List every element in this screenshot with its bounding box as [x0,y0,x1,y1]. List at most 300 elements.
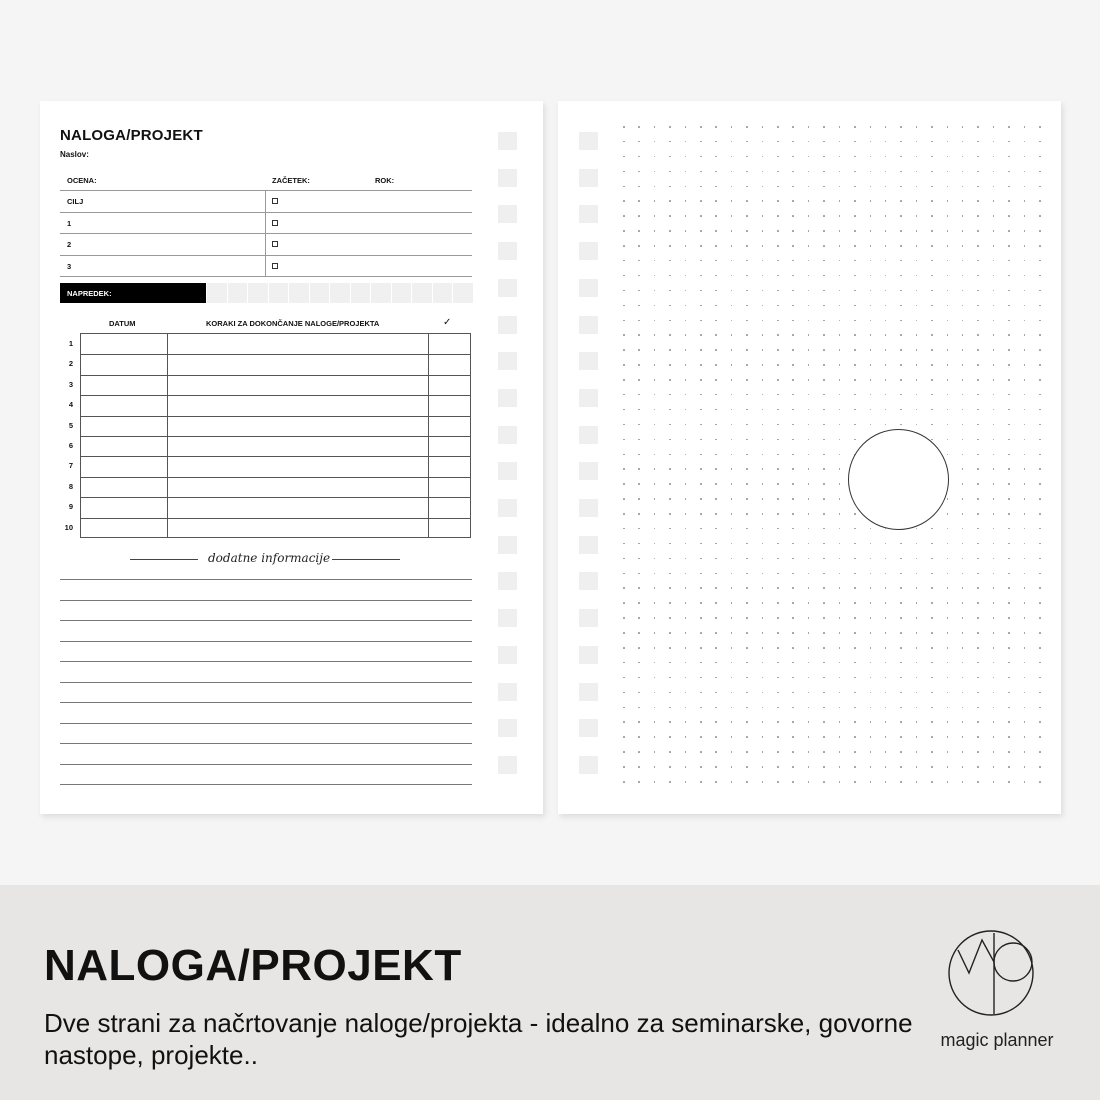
grid-dot [1008,394,1010,396]
progress-cell[interactable] [227,283,248,303]
grid-dot [962,573,964,575]
grid-dot [762,290,764,292]
check-icon: ✓ [443,317,452,328]
grid-dot [700,141,702,143]
grid-dot [931,692,933,694]
steps-row-line [81,354,470,355]
side-tab[interactable] [579,536,598,554]
grid-dot [654,751,656,753]
info-divider-left [130,559,198,560]
grid-dot [1024,186,1026,188]
grid-dot [947,647,949,649]
grid-dot [731,483,733,485]
grid-dot [731,543,733,545]
grid-dot [962,513,964,515]
progress-cell[interactable] [206,283,227,303]
grid-dot [823,305,825,307]
grid-dot [823,275,825,277]
grid-dot [1039,587,1041,589]
grid-dot [854,543,856,545]
grid-dot [931,260,933,262]
side-tab[interactable] [498,499,517,517]
grid-dot [931,647,933,649]
grid-dot [731,707,733,709]
grid-dot [1008,409,1010,411]
side-tab[interactable] [498,389,517,407]
side-tab[interactable] [498,609,517,627]
grid-dot [823,662,825,664]
grid-dot [638,498,640,500]
grid-dot [700,573,702,575]
grid-dot [870,186,872,188]
grid-dot [715,156,717,158]
grid-dot [792,424,794,426]
grid-dot [823,751,825,753]
grid-dot [900,409,902,411]
grid-dot [700,394,702,396]
grid-dot [870,349,872,351]
grid-dot [808,558,810,560]
progress-cell[interactable] [329,283,350,303]
grid-dot [777,424,779,426]
grid-dot [808,275,810,277]
grid-dot [962,424,964,426]
steps-column-line [428,334,429,537]
side-tab[interactable] [579,242,598,260]
grid-dot [823,230,825,232]
grid-dot [669,468,671,470]
grid-dot [623,692,625,694]
grid-dot [839,171,841,173]
grid-dot [700,766,702,768]
side-tab[interactable] [498,169,517,187]
grid-dot [962,200,964,202]
side-tab[interactable] [579,462,598,480]
grid-dot [638,186,640,188]
grid-dot [931,245,933,247]
grid-dot [1008,543,1010,545]
grid-dot [900,245,902,247]
grid-dot [870,126,872,128]
grid-dot [715,677,717,679]
grid-dot [1008,617,1010,619]
grid-dot [777,513,779,515]
grid-dot [623,260,625,262]
grid-dot [746,215,748,217]
grid-dot [962,349,964,351]
side-tab[interactable] [498,132,517,150]
grid-dot [762,483,764,485]
grid-dot [654,707,656,709]
grid-dot [1024,245,1026,247]
grid-dot [993,736,995,738]
grid-dot [916,632,918,634]
grid-dot [792,394,794,396]
grid-dot [900,617,902,619]
grid-dot [792,483,794,485]
grid-dot [623,483,625,485]
grid-dot [685,275,687,277]
progress-cell[interactable] [350,283,371,303]
grid-dot [1008,513,1010,515]
grid-dot [669,483,671,485]
progress-cell[interactable] [309,283,330,303]
grid-dot [854,781,856,783]
steps-column-header: KORAKI ZA DOKONČANJE NALOGE/PROJEKTA [206,319,380,328]
grid-dot [1008,707,1010,709]
grid-dot [1008,260,1010,262]
grid-dot [700,692,702,694]
grid-dot [715,528,717,530]
side-tab[interactable] [579,279,598,297]
grid-dot [993,215,995,217]
grid-dot [638,141,640,143]
grid-dot [685,260,687,262]
steps-row-line [81,456,470,457]
grid-dot [654,454,656,456]
grid-dot [854,662,856,664]
grid-dot [746,349,748,351]
grid-dot [977,230,979,232]
grid-dot [931,186,933,188]
grid-dot [916,736,918,738]
grid-dot [1024,171,1026,173]
grid-dot [685,587,687,589]
grid-dot [685,245,687,247]
grid-dot [715,171,717,173]
grid-dot [715,215,717,217]
grid-dot [746,290,748,292]
side-tab[interactable] [498,426,517,444]
grid-dot [715,200,717,202]
grid-dot [885,275,887,277]
checkbox-icon[interactable] [272,198,278,204]
grid-dot [623,320,625,322]
grid-dot [638,483,640,485]
grid-dot [854,647,856,649]
side-tab[interactable] [498,719,517,737]
step-number: 3 [68,379,73,389]
grid-dot [1024,558,1026,560]
grid-dot [947,558,949,560]
grid-dot [777,558,779,560]
grid-dot [993,707,995,709]
grid-dot [654,126,656,128]
grid-dot [1039,498,1041,500]
grid-dot [1008,736,1010,738]
grid-dot [746,647,748,649]
grid-dot [854,260,856,262]
side-tab[interactable] [498,756,517,774]
side-tab[interactable] [498,536,517,554]
grid-dot [916,349,918,351]
grid-dot [916,171,918,173]
grid-dot [1039,260,1041,262]
side-tab[interactable] [579,132,598,150]
grid-dot [823,439,825,441]
grid-dot [947,602,949,604]
side-tab[interactable] [579,683,598,701]
progress-cell[interactable] [247,283,268,303]
grid-dot [685,334,687,336]
grid-dot [947,424,949,426]
side-tab[interactable] [579,389,598,407]
grid-dot [700,424,702,426]
side-tab[interactable] [498,352,517,370]
grid-dot [1008,528,1010,530]
grid-dot [993,587,995,589]
grid-dot [962,543,964,545]
grid-dot [870,260,872,262]
grid-dot [638,692,640,694]
grid-dot [870,692,872,694]
grid-dot [623,424,625,426]
progress-cell[interactable] [370,283,391,303]
grid-dot [962,632,964,634]
side-tab[interactable] [498,316,517,334]
grid-dot [885,245,887,247]
grid-dot [931,334,933,336]
grid-dot [777,379,779,381]
grid-dot [823,602,825,604]
grid-dot [885,647,887,649]
grid-dot [792,200,794,202]
grid-dot [1008,275,1010,277]
grid-dot [916,677,918,679]
grid-dot [900,230,902,232]
grid-dot [792,692,794,694]
grid-dot [715,543,717,545]
grid-dot [808,409,810,411]
grid-dot [808,766,810,768]
grid-dot [931,677,933,679]
side-tab[interactable] [498,646,517,664]
grid-dot [885,707,887,709]
grid-dot [900,543,902,545]
grid-dot [854,617,856,619]
grid-dot [993,424,995,426]
grid-dot [715,454,717,456]
grid-dot [654,498,656,500]
progress-cell[interactable] [452,283,473,303]
side-tab[interactable] [498,205,517,223]
grid-dot [777,781,779,783]
side-tab[interactable] [579,169,598,187]
side-tab[interactable] [579,646,598,664]
grid-dot [700,200,702,202]
grid-dot [777,602,779,604]
grid-dot [993,573,995,575]
grid-dot [685,558,687,560]
grid-dot [623,662,625,664]
grid-dot [638,320,640,322]
grid-dot [916,617,918,619]
grid-dot [746,543,748,545]
side-tab[interactable] [579,426,598,444]
grid-dot [1039,364,1041,366]
grid-dot [654,439,656,441]
grid-dot [746,275,748,277]
grid-dot [669,707,671,709]
grid-dot [623,215,625,217]
grid-dot [700,662,702,664]
grid-dot [762,528,764,530]
progress-cell[interactable] [288,283,309,303]
checkbox-icon[interactable] [272,241,278,247]
grid-dot [669,528,671,530]
grid-dot [777,468,779,470]
grid-dot [638,349,640,351]
grid-dot [762,305,764,307]
side-tab[interactable] [579,352,598,370]
checkbox-icon[interactable] [272,263,278,269]
grid-dot [638,171,640,173]
side-tab[interactable] [579,572,598,590]
side-tab[interactable] [498,572,517,590]
grid-dot [931,200,933,202]
grid-dot [823,483,825,485]
grid-dot [715,394,717,396]
grid-dot [808,587,810,589]
grid-dot [916,245,918,247]
grid-dot [916,707,918,709]
grid-dot [1024,483,1026,485]
grid-dot [1024,156,1026,158]
grid-dot [977,260,979,262]
side-tab[interactable] [498,279,517,297]
grid-dot [1024,126,1026,128]
grid-dot [854,707,856,709]
grid-dot [931,290,933,292]
progress-cell[interactable] [432,283,453,303]
side-tab[interactable] [579,719,598,737]
grid-dot [1008,587,1010,589]
grid-dot [947,513,949,515]
side-tab[interactable] [579,756,598,774]
magic-planner-logo [948,928,1038,1018]
grid-dot [715,126,717,128]
side-tab[interactable] [498,242,517,260]
grid-dot [839,320,841,322]
grid-dot [885,156,887,158]
grid-dot [1008,379,1010,381]
side-tab[interactable] [579,316,598,334]
grid-dot [746,126,748,128]
grid-dot [962,766,964,768]
grid-dot [777,543,779,545]
grid-dot [700,483,702,485]
grid-dot [839,632,841,634]
grid-dot [1039,766,1041,768]
goal-row-divider [265,191,266,212]
grid-dot [885,200,887,202]
grid-dot [762,677,764,679]
grid-dot [870,707,872,709]
grid-dot [1024,647,1026,649]
grid-dot [1008,141,1010,143]
grid-dot [962,215,964,217]
grid-dot [839,528,841,530]
grid-dot [762,141,764,143]
footer [0,885,1100,1100]
grid-dot [1024,439,1026,441]
grid-dot [746,677,748,679]
grid-dot [839,558,841,560]
grid-dot [777,736,779,738]
grid-dot [792,677,794,679]
grid-dot [823,349,825,351]
grid-dot [746,513,748,515]
grid-dot [623,677,625,679]
grid-dot [638,468,640,470]
side-tab[interactable] [579,205,598,223]
grid-dot [885,602,887,604]
grid-dot [792,334,794,336]
grid-dot [854,186,856,188]
grid-dot [900,573,902,575]
grid-dot [885,558,887,560]
grid-dot [777,766,779,768]
note-line [60,764,472,765]
grid-dot [947,707,949,709]
grid-dot [839,721,841,723]
checkbox-icon[interactable] [272,220,278,226]
grid-dot [900,558,902,560]
grid-dot [977,200,979,202]
progress-cell[interactable] [411,283,432,303]
progress-cell[interactable] [268,283,289,303]
grid-dot [931,617,933,619]
side-tab[interactable] [498,683,517,701]
grid-dot [777,721,779,723]
grid-dot [947,528,949,530]
grid-dot [993,751,995,753]
side-tab[interactable] [579,609,598,627]
grid-dot [1008,662,1010,664]
grid-dot [669,349,671,351]
grid-dot [1024,320,1026,322]
grid-dot [870,290,872,292]
grid-dot [977,320,979,322]
grid-dot [1039,320,1041,322]
info-title: dodatne informacije [208,551,331,565]
grid-dot [1039,513,1041,515]
grid-dot [839,662,841,664]
grid-dot [792,558,794,560]
grid-dot [715,245,717,247]
grid-dot [623,245,625,247]
grid-dot [777,141,779,143]
grid-dot [885,692,887,694]
grid-dot [669,260,671,262]
grid-dot [854,602,856,604]
side-tab[interactable] [579,499,598,517]
grid-dot [993,766,995,768]
grid-dot [715,513,717,515]
grid-dot [638,275,640,277]
grid-dot [1039,617,1041,619]
side-tab[interactable] [498,462,517,480]
grid-dot [977,290,979,292]
grid-dot [885,677,887,679]
grid-dot [777,677,779,679]
grid-dot [808,573,810,575]
grid-dot [715,186,717,188]
grid-dot [947,736,949,738]
grid-dot [700,245,702,247]
progress-cell[interactable] [391,283,412,303]
step-number: 2 [68,359,73,369]
